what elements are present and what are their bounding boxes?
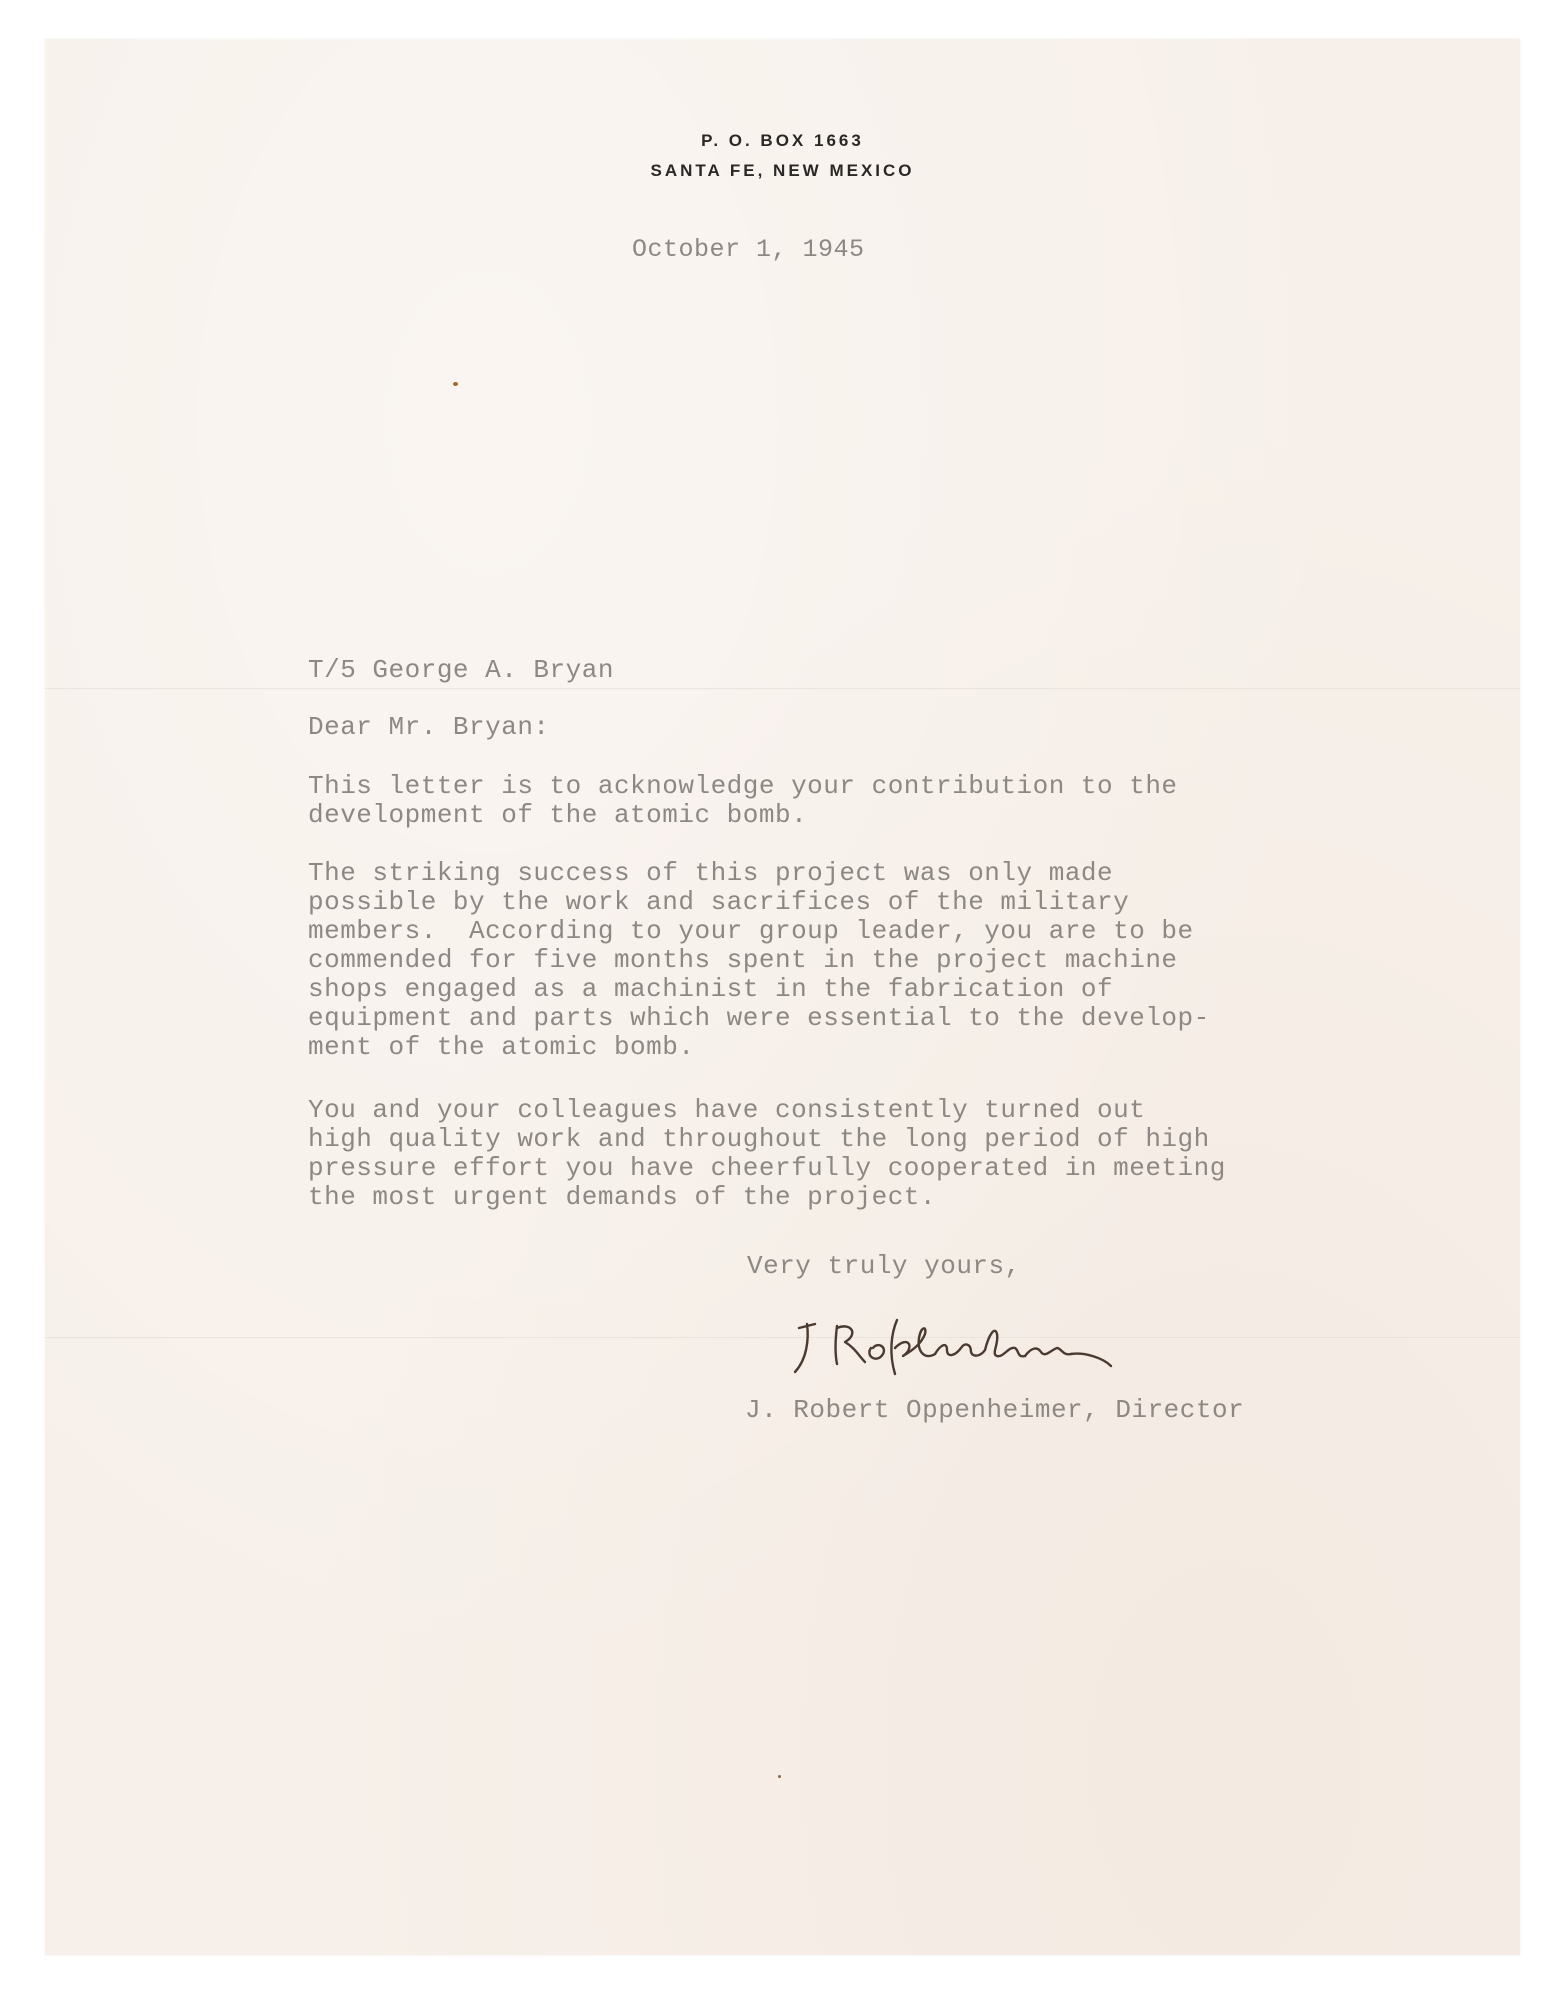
paper-speck (453, 382, 458, 386)
body-paragraph-1: This letter is to acknowledge your contribution to the development of the atomic bomb. (308, 771, 1178, 830)
salutation: Dear Mr. Bryan: (308, 712, 550, 742)
letterhead-address-line-2: SANTA FE, NEW MEXICO (650, 161, 915, 180)
letter-date: October 1, 1945 (632, 235, 865, 264)
recipient-name: T/5 George A. Bryan (308, 655, 614, 685)
paper-speck (778, 1775, 781, 1778)
closing-phrase: Very truly yours, (747, 1251, 1021, 1281)
letter-page (45, 39, 1520, 1955)
body-paragraph-3: You and your colleagues have consistently turned out high quality work and throughout the long period of high pressure effort you have cheerfully cooperated in meeting the most urgent demands of the project. (308, 1095, 1226, 1212)
handwritten-signature (785, 1304, 1145, 1384)
letterhead-address-line-1: P. O. BOX 1663 (701, 131, 864, 150)
paper-fold-line (45, 688, 1520, 690)
paper-fold-line (45, 1337, 1520, 1339)
signature-name-title: J. Robert Oppenheimer, Director (745, 1395, 1245, 1425)
body-paragraph-2: The striking success of this project was only made possible by the work and sacrifices of the military members. According to your group leader, you are to be commended for five months spent in the project machine shops engaged as a machinist in the fabrication of equipment and parts which were essential to the develop- ment of the atomic bomb. (308, 858, 1210, 1062)
